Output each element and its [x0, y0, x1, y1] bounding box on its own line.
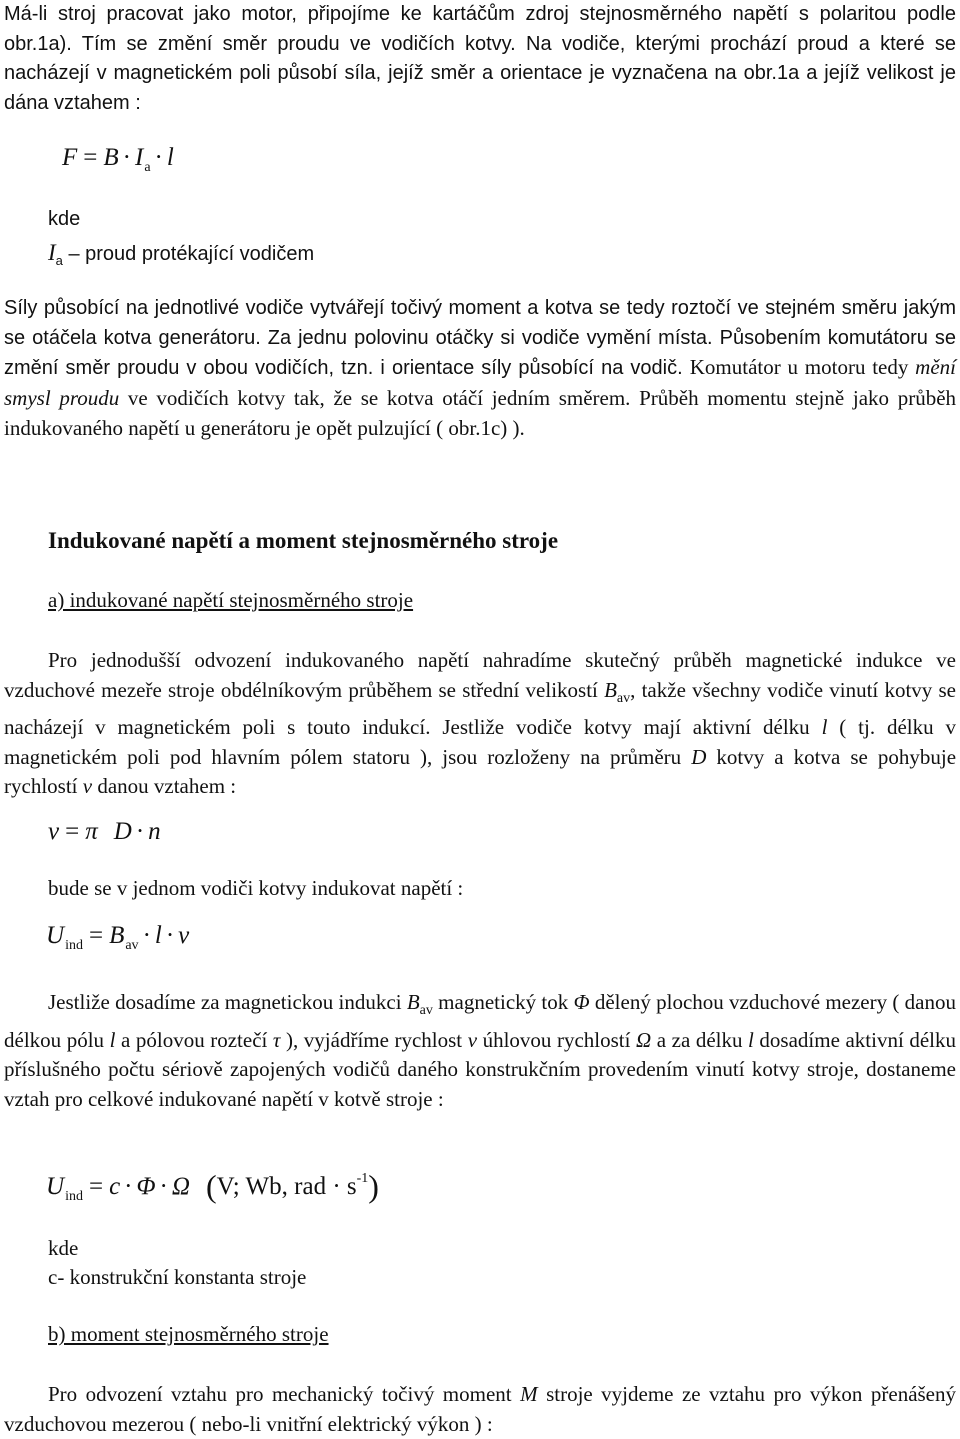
label-kde-2: kde — [48, 1236, 79, 1260]
paragraph-total-voltage-segment: dělený plochou vzduchové mezery ( danou délkou pólu — [4, 990, 956, 1052]
line-induced-in-conductor: bude se v jednom vodiči kotvy indukovat napětí : — [48, 876, 464, 900]
paragraph-total-voltage-segment: a pólovou roztečí — [115, 1027, 273, 1052]
paragraph-total-voltage-segment: B — [406, 990, 420, 1014]
paragraph-total-voltage-segment: τ — [272, 1027, 281, 1052]
paragraph-torque: Pro odvození vztahu pro mechanický točivý moment M stroje vyjdeme ze vztahu pro výkon přenášený vzduchovou mezerou ( nebo-li vnitřní elektrický výkon ) : — [4, 1382, 957, 1436]
paragraph-motor-intro-text: Má-li stroj pracovat jako motor, připojíme ke kartáčům zdroj stejnosměrného napětí s polaritou podle obr.1a). Tím se změní směr proudu ve vodičích kotvy. Na vodiče, kterými prochází proud a které se nacházejí v magnetickém poli působí síla, jejíž směr a orientace je vyznačena na obr.1a a jejíž velikost je dána vztahem : — [4, 3, 956, 114]
section-heading: Indukované napětí a moment stejnosměrného stroje — [48, 528, 559, 553]
label-kde-1: kde — [48, 208, 81, 230]
paragraph-total-voltage — [4, 988, 956, 1114]
formula-force: $F = B \cdot I_a \cdot l$ — [62, 144, 174, 175]
subheading-a: a) indukované napětí stejnosměrného stroje — [48, 588, 414, 612]
formula-uind-total: $U_{ind} = c \cdot \Phi \cdot \Omega$ (V; Wb, rad · $s^{-1}$) — [46, 1168, 379, 1204]
paragraph-motor-intro — [4, 0, 956, 118]
paragraph-induced-voltage: Pro jednodušší odvození indukovaného napětí nahradíme skutečný průběh magnetické indukce ve vzduchové mezeře stroje obdélníkovým průběhem se střední velikostí $B_{av}$, takže všechny vodiče vinutí kotvy se nacházejí v magnetickém poli s touto indukcí. Jestliže vodiče kotvy mají aktivní délku l ( tj. délku v magnetickém poli pod hlavním pólem statoru ), jsou rozloženy na průměru D kotvy a kotva se pohybuje rychlostí v danou vztahem : — [4, 648, 957, 799]
definition-c: c- konstrukční konstanta stroje — [48, 1265, 307, 1289]
definition-ia: $I_a$ – proud protékající vodičem — [48, 240, 315, 268]
paragraph-total-voltage-segment: Jestliže dosadíme za magnetickou indukci — [48, 990, 407, 1014]
paragraph-total-voltage-segment: l — [748, 1027, 754, 1052]
paragraph-total-voltage-segment: l — [109, 1027, 116, 1052]
paragraph-total-voltage-segment: dosadíme aktivní délku příslušného počtu sériově zapojených vodičů daného konstrukčním provedením vinutí kotvy stroje, dostaneme vztah pro celkové indukované napětí v kotvě stroje : — [4, 1027, 956, 1111]
formula-uind-conductor: $U_{ind} = B_{av} \cdot l \cdot v$ — [46, 922, 190, 953]
formula-speed: v = π D · n — [48, 818, 161, 845]
paragraph-total-voltage-segment: magnetický tok — [432, 990, 574, 1014]
paragraph-total-voltage-segment: Φ — [573, 990, 590, 1014]
paragraph-total-voltage-segment: a za délku — [651, 1027, 749, 1052]
paragraph-total-voltage-segment: ), vyjádříme rychlost — [280, 1027, 468, 1052]
paragraph-forces: Síly působící na jednotlivé vodiče vytvářejí točivý moment a kotva se tedy roztočí ve stejném směru jakým se otáčela kotva generátoru. Za jednu polovinu otáčky si vodiče vymění místa. Působením komutátoru se změní směr proudu v obou vodičích, tzn. i orientace síly působící na vodič. Komutátor u motoru tedy mění smysl proudu ve vodičích kotvy tak, že se kotva otáčí jedním směrem. Průběh momentu stejně jako průběh indukovaného napětí u generátoru je opět pulzující ( obr.1c) ). — [4, 297, 957, 440]
paragraph-total-voltage-segment: Ω — [636, 1027, 652, 1052]
subheading-b: b) moment stejnosměrného stroje — [48, 1322, 329, 1346]
paragraph-total-voltage-segment: úhlovou rychlostí — [477, 1027, 637, 1052]
paragraph-total-voltage-segment: av — [419, 1003, 433, 1019]
paragraph-total-voltage-segment: v — [467, 1027, 478, 1052]
